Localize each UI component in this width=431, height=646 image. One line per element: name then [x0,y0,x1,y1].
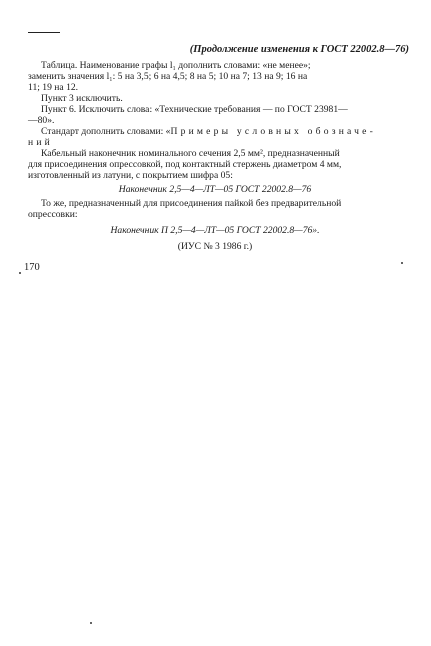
top-rule [28,32,60,33]
paragraph-cable-lug-cont-2: изготовленный из латуни, с покрытием шифра 05: [28,170,233,181]
paragraph-replace-values: заменить значения l₁: 5 на 3,5; 6 на 4,5; 8 на 5; 10 на 7; 13 на 9; 16 на [28,71,308,82]
running-header: (Продолжение изменения к ГОСТ 22002.8—76) [189,44,409,55]
examples-heading: Примеры условных обозначе- [170,126,376,137]
body-text [28,60,402,252]
page-number: 170 [24,262,40,273]
designation-example-1: Наконечник 2,5—4—ЛТ—05 ГОСТ 22002.8—76 [118,184,312,195]
designation-example-2: Наконечник П 2,5—4—ЛТ—05 ГОСТ 22002.8—76». [110,225,320,236]
standard-addition-lead: Стандарт дополнить словами: « [41,126,171,137]
paragraph-standard-addition [28,126,402,137]
paragraph-item-6: Пункт 6. Исключить слова: «Технические требования — по ГОСТ 23981— [41,104,348,115]
scan-speck [19,272,21,274]
paragraph-replace-values-cont: 11; 19 на 12. [28,82,79,93]
paragraph-item-6-cont: —80». [28,115,55,126]
paragraph-cable-lug: Кабельный наконечник номинального сечения 2,5 мм², предназначенный [41,148,340,159]
paragraph-item-3: Пункт 3 исключить. [41,93,123,104]
scan-speck [90,622,92,624]
paragraph-soldering-cont: опрессовки: [28,209,78,220]
scan-speck [401,262,403,264]
examples-heading-cont: ний [28,137,54,148]
paragraph-table-name: Таблица. Наименование графы l₁ дополнить словами: «не менее»; [41,60,311,71]
paragraph-soldering: То же, предназначенный для присоединения пайкой без предварительной [41,198,342,209]
source-note: (ИУС № 3 1986 г.) [177,241,253,252]
paragraph-cable-lug-cont-1: для присоединения опрессовкой, под контактный стержень диаметром 4 мм, [28,159,342,170]
